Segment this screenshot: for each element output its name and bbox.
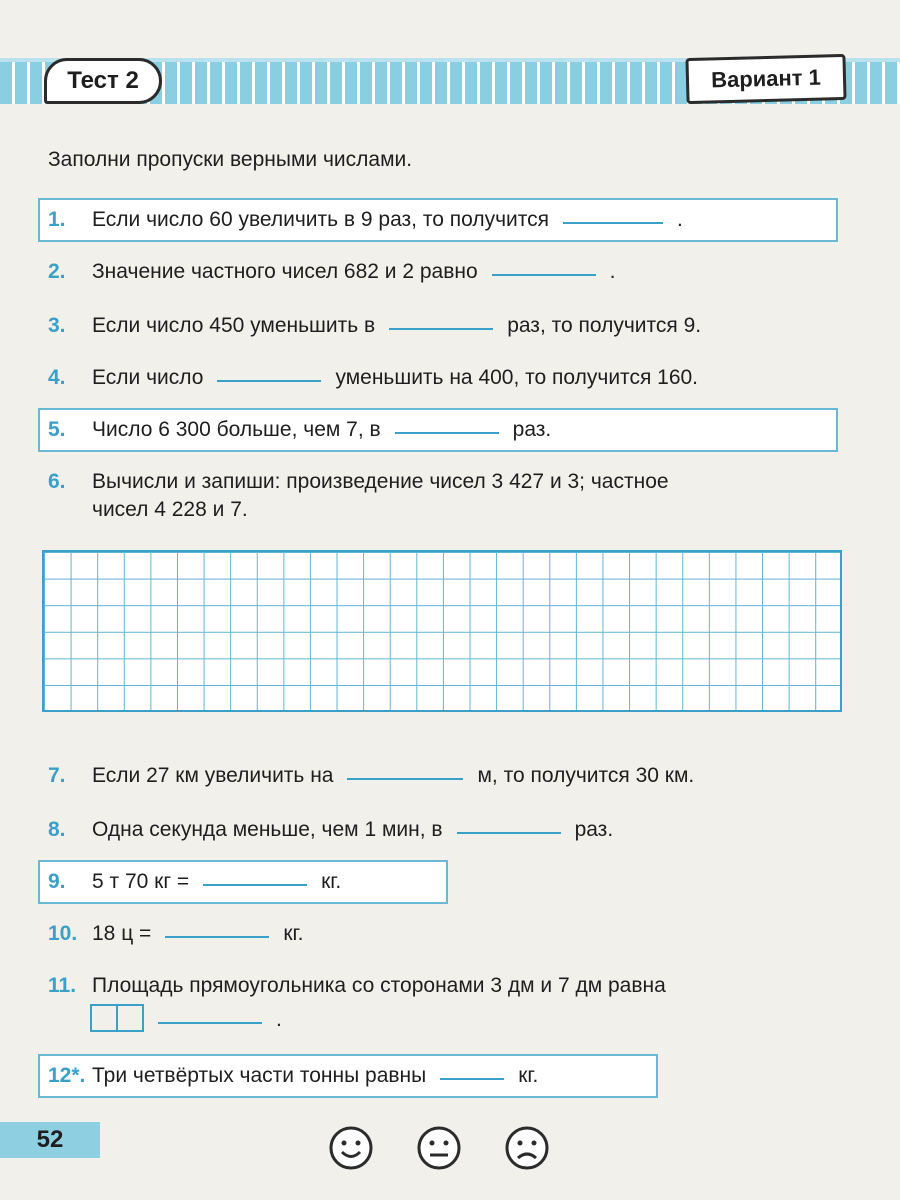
task-text: Площадь прямоугольника со сторонами 3 дм и 7 дм равна <box>92 974 666 997</box>
task-text: уменьшить на 400, то получится 160. <box>335 366 699 389</box>
task-text: . <box>677 208 683 231</box>
test-label: Тест 2 <box>44 58 162 104</box>
task-text: Три четвёртых части тонны равны <box>92 1064 427 1087</box>
task-10 <box>48 922 303 946</box>
neutral-face-icon[interactable] <box>416 1125 462 1171</box>
answer-blank[interactable] <box>158 1022 262 1024</box>
smile-icon[interactable] <box>328 1125 374 1171</box>
task-text: 18 ц = <box>92 922 152 945</box>
task-text: Число 6 300 больше, чем 7, в <box>92 418 381 441</box>
task-text: м, то получится 30 км. <box>477 764 695 787</box>
task-number: 9. <box>48 870 66 893</box>
task-text: Значение частного чисел 682 и 2 равно <box>92 260 478 283</box>
task-4 <box>48 366 698 390</box>
answer-blank[interactable] <box>389 328 493 330</box>
task-6 <box>48 470 669 494</box>
task-11 <box>48 974 666 998</box>
task-number: 1. <box>48 208 66 231</box>
task-number: 5. <box>48 418 66 441</box>
task-text: раз. <box>574 818 614 841</box>
task-number: 7. <box>48 764 66 787</box>
task-text: Вычисли и запиши: произведение чисел 3 427 и 3; частное <box>92 470 669 493</box>
task-number: 3. <box>48 314 66 337</box>
task-text: . <box>609 260 616 283</box>
task-9 <box>48 870 341 894</box>
task-text: Если число <box>92 366 204 389</box>
instruction: Заполни пропуски верными числами. <box>48 148 413 171</box>
answer-blank[interactable] <box>347 778 463 780</box>
variant-label: Вариант 1 <box>685 54 846 104</box>
task-text: Если 27 км увеличить на <box>92 764 334 787</box>
task-11-line-2 <box>90 1000 282 1032</box>
answer-blank[interactable] <box>165 936 269 938</box>
answer-blank[interactable] <box>492 274 596 276</box>
sad-face-icon[interactable] <box>504 1125 550 1171</box>
task-number: 6. <box>48 470 66 493</box>
answer-blank[interactable] <box>563 222 663 224</box>
task-text: кг. <box>518 1064 539 1087</box>
task-text: раз. <box>512 418 552 441</box>
answer-blank[interactable] <box>457 832 561 834</box>
task-3 <box>48 314 701 338</box>
task-text: . <box>276 1008 282 1031</box>
task-number: 10. <box>48 922 78 945</box>
task-number: 2. <box>48 260 66 283</box>
page-number: 52 <box>0 1122 100 1158</box>
task-8 <box>48 818 613 842</box>
task-text: кг. <box>321 870 342 893</box>
task-text: раз, то получится 9. <box>507 314 702 337</box>
task-12 <box>48 1064 538 1088</box>
calculation-grid[interactable] <box>42 550 842 712</box>
task-number: 12*. <box>48 1064 86 1087</box>
answer-blank[interactable] <box>203 884 307 886</box>
task-text: Одна секунда меньше, чем 1 мин, в <box>92 818 443 841</box>
task-5 <box>48 418 551 442</box>
task-number: 4. <box>48 366 66 389</box>
task-2 <box>48 260 616 284</box>
task-text: 5 т 70 кг = <box>92 870 190 893</box>
self-assessment-faces <box>328 1125 550 1171</box>
task-1 <box>48 208 683 232</box>
task-6-line-2 <box>92 498 248 522</box>
answer-blank[interactable] <box>440 1078 504 1080</box>
answer-blank[interactable] <box>395 432 499 434</box>
task-text: чисел 4 228 и 7. <box>92 498 248 521</box>
task-number: 11. <box>48 974 77 997</box>
task-text: Если число 450 уменьшить в <box>92 314 376 337</box>
answer-blank[interactable] <box>217 380 321 382</box>
unit-answer-boxes[interactable] <box>90 1004 144 1032</box>
task-text: кг. <box>283 922 304 945</box>
task-number: 8. <box>48 818 66 841</box>
task-7 <box>48 764 694 788</box>
task-text: Если число 60 увеличить в 9 раз, то получится <box>92 208 549 231</box>
